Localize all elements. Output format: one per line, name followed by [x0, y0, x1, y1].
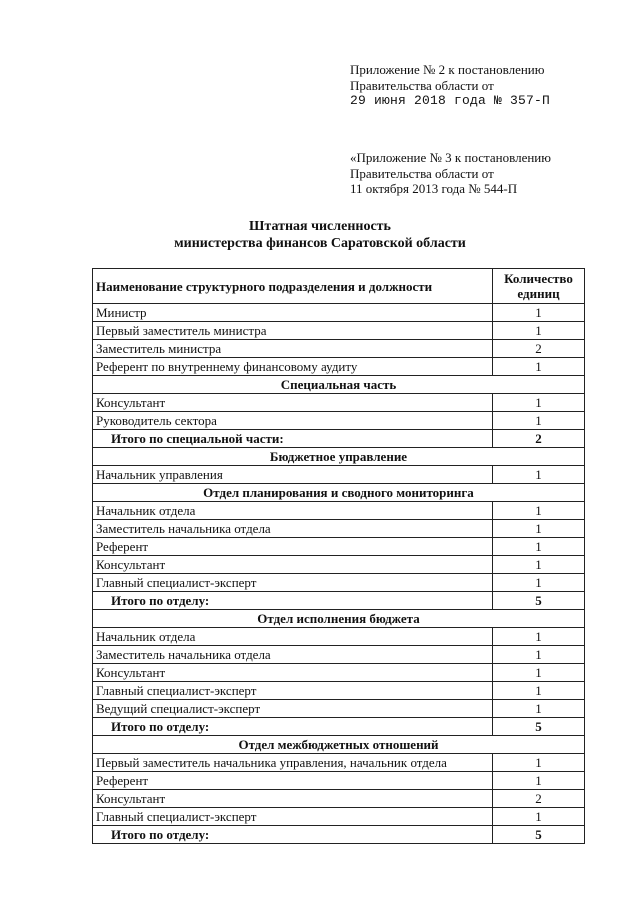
total-label: Итого по специальной части:: [93, 430, 493, 448]
total-row: [93, 826, 585, 844]
position-qty: 1: [493, 502, 585, 520]
position-qty: 1: [493, 304, 585, 322]
position-qty: 1: [493, 664, 585, 682]
position-name: Заместитель министра: [93, 340, 493, 358]
annex-previous-line-2: Правительства области от: [350, 165, 494, 181]
table-row: [93, 394, 585, 412]
position-name: Министр: [93, 304, 493, 322]
position-name: Ведущий специалист-эксперт: [93, 700, 493, 718]
table-row: [93, 664, 585, 682]
table-row: [93, 304, 585, 322]
staffing-table: [92, 268, 585, 844]
section-title: Отдел межбюджетных отношений: [93, 736, 585, 754]
total-row: [93, 592, 585, 610]
annex-previous-reference: [350, 150, 551, 197]
position-name: Референт по внутреннему финансовому аудиту: [93, 358, 493, 376]
position-name: Консультант: [93, 790, 493, 808]
section-title: Отдел планирования и сводного мониторинга: [93, 484, 585, 502]
table-body: [93, 304, 585, 844]
position-name: Начальник отдела: [93, 628, 493, 646]
position-qty: 1: [493, 574, 585, 592]
header-name: Наименование структурного подразделения и должности: [93, 269, 493, 304]
table-row: [93, 322, 585, 340]
table-row: [93, 646, 585, 664]
total-qty: 5: [493, 718, 585, 736]
annex-current-line-2: Правительства области от: [350, 77, 494, 93]
position-qty: 1: [493, 682, 585, 700]
position-qty: 1: [493, 394, 585, 412]
title-line-1: Штатная численность: [249, 219, 391, 234]
annex-current-line-3: 29 июня 2018 года № 357-П: [350, 93, 551, 108]
annex-previous-line-1: «Приложение № 3 к постановлению: [350, 150, 551, 165]
position-qty: 1: [493, 808, 585, 826]
document-title: [0, 218, 640, 252]
table-row: [93, 700, 585, 718]
title-line-2: министерства финансов Саратовской области: [174, 236, 466, 251]
position-qty: 2: [493, 790, 585, 808]
position-qty: 1: [493, 322, 585, 340]
table-row: [93, 628, 585, 646]
position-name: Консультант: [93, 556, 493, 574]
section-header-row: [93, 448, 585, 466]
position-name: Главный специалист-эксперт: [93, 574, 493, 592]
table-row: [93, 358, 585, 376]
table-row: [93, 412, 585, 430]
total-qty: 2: [493, 430, 585, 448]
total-row: [93, 430, 585, 448]
position-qty: 1: [493, 754, 585, 772]
section-header-row: [93, 610, 585, 628]
table-header-row: [93, 269, 585, 304]
position-qty: 2: [493, 340, 585, 358]
section-header-row: [93, 484, 585, 502]
annex-previous-line-3: 11 октября 2013 года № 544-П: [350, 181, 518, 196]
position-qty: 1: [493, 628, 585, 646]
position-name: Консультант: [93, 394, 493, 412]
total-label: Итого по отделу:: [93, 718, 493, 736]
table-row: [93, 574, 585, 592]
table-row: [93, 772, 585, 790]
position-qty: 1: [493, 358, 585, 376]
section-title: Отдел исполнения бюджета: [93, 610, 585, 628]
position-name: Референт: [93, 772, 493, 790]
position-qty: 1: [493, 700, 585, 718]
position-qty: 1: [493, 520, 585, 538]
table-row: [93, 340, 585, 358]
position-name: Первый заместитель министра: [93, 322, 493, 340]
total-qty: 5: [493, 826, 585, 844]
position-name: Главный специалист-эксперт: [93, 808, 493, 826]
position-name: Референт: [93, 538, 493, 556]
header-qty: Количество единиц: [493, 269, 585, 304]
annex-current-reference: [350, 62, 550, 109]
position-qty: 1: [493, 646, 585, 664]
position-name: Начальник управления: [93, 466, 493, 484]
section-title: Специальная часть: [93, 376, 585, 394]
position-name: Начальник отдела: [93, 502, 493, 520]
position-qty: 1: [493, 466, 585, 484]
table-row: [93, 502, 585, 520]
position-name: Заместитель начальника отдела: [93, 646, 493, 664]
annex-current-line-1: Приложение № 2 к постановлению: [350, 62, 545, 77]
table-row: [93, 682, 585, 700]
total-qty: 5: [493, 592, 585, 610]
position-name: Консультант: [93, 664, 493, 682]
table-row: [93, 790, 585, 808]
section-header-row: [93, 376, 585, 394]
total-row: [93, 718, 585, 736]
total-label: Итого по отделу:: [93, 592, 493, 610]
table-row: [93, 556, 585, 574]
position-qty: 1: [493, 772, 585, 790]
position-name: Заместитель начальника отдела: [93, 520, 493, 538]
section-header-row: [93, 736, 585, 754]
table-row: [93, 808, 585, 826]
position-qty: 1: [493, 538, 585, 556]
table-row: [93, 538, 585, 556]
section-title: Бюджетное управление: [93, 448, 585, 466]
table-row: [93, 520, 585, 538]
position-name: Первый заместитель начальника управления, начальник отдела: [93, 754, 493, 772]
position-qty: 1: [493, 556, 585, 574]
table-row: [93, 466, 585, 484]
total-label: Итого по отделу:: [93, 826, 493, 844]
position-name: Руководитель сектора: [93, 412, 493, 430]
position-name: Главный специалист-эксперт: [93, 682, 493, 700]
table-row: [93, 754, 585, 772]
position-qty: 1: [493, 412, 585, 430]
